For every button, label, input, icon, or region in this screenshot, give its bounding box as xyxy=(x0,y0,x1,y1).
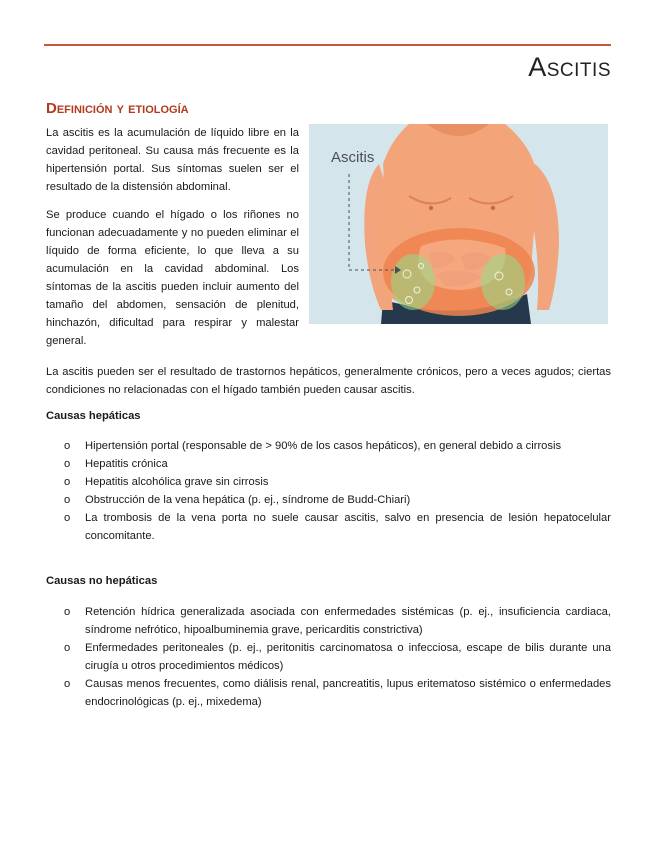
list-item xyxy=(64,675,611,711)
paragraph-causes-intro: La ascitis pueden ser el resultado de trastornos hepáticos, generalmente crónicos, pero a veces agudos; ciertas condiciones no relacionadas con el hígado también pueden causar ascitis. xyxy=(46,366,611,396)
bullet-marker: o xyxy=(64,476,71,488)
list-item xyxy=(64,473,611,491)
document-title: Ascitis xyxy=(528,52,611,82)
list-item-text: Obstrucción de la vena hepática (p. ej., síndrome de Budd-Chiari) xyxy=(85,494,411,506)
list-item-text: Hipertensión portal (responsable de > 90% de los casos hepáticos), en general debido a cirrosis xyxy=(85,440,562,452)
list-item xyxy=(64,603,611,639)
bullet-marker: o xyxy=(64,494,71,506)
hepatic-causes-heading: Causas hepáticas xyxy=(46,410,141,422)
list-item xyxy=(64,455,611,473)
section-heading: Definición y etiología xyxy=(46,100,189,117)
bullet-marker: o xyxy=(64,678,71,690)
bullet-marker: o xyxy=(64,440,71,452)
nipple-right xyxy=(491,206,495,210)
list-item xyxy=(64,509,611,545)
header-rule xyxy=(44,44,611,46)
list-item-text: Causas menos frecuentes, como diálisis renal, pancreatitis, lupus eritematoso sistémico o enfermedades endocrinológicas (p. ej., mixedema) xyxy=(85,678,611,708)
list-item-text: Enfermedades peritoneales (p. ej., peritonitis carcinomatosa o infecciosa, escape de bilis durante una cirugía u otros procedimientos médicos) xyxy=(85,642,611,672)
intro-paragraph-1: La ascitis es la acumulación de líquido libre en la cavidad peritoneal. Su causa más frecuente es la hipertensión portal. Sus síntomas suelen ser el resultado de la distensión abdominal. xyxy=(46,127,299,193)
intro-paragraph-2: Se produce cuando el hígado o los riñones no funcionan adecuadamente y no pueden eliminar el líquido de forma eficiente, lo que lleva a su acumulación en la cavidad abdominal. Los síntomas de la ascitis pueden incluir aumento del tamaño del abdomen, sensación de plenitud, hinchazón, dificultad para respirar y malestar general. xyxy=(46,209,299,347)
nonhepatic-causes-heading: Causas no hepáticas xyxy=(46,575,158,587)
list-item xyxy=(64,639,611,675)
bullet-marker: o xyxy=(64,458,71,470)
intro-text xyxy=(46,124,299,360)
list-item-text: Hepatitis crónica xyxy=(85,458,168,470)
list-item-text: La trombosis de la vena porta no suele causar ascitis, salvo en presencia de lesión hepatocelular concomitante. xyxy=(85,512,611,542)
bullet-marker: o xyxy=(64,642,71,654)
bullet-marker: o xyxy=(64,512,71,524)
fluid-left xyxy=(391,254,435,310)
fluid-right xyxy=(481,254,525,310)
bullet-marker: o xyxy=(64,606,71,618)
list-item-text: Hepatitis alcohólica grave sin cirrosis xyxy=(85,476,269,488)
hepatic-causes-list xyxy=(64,437,611,545)
nonhepatic-causes-list xyxy=(64,603,611,711)
ascites-illustration xyxy=(309,124,608,324)
illustration-label: Ascitis xyxy=(331,149,375,166)
list-item xyxy=(64,491,611,509)
nipple-left xyxy=(429,206,433,210)
list-item-text: Retención hídrica generalizada asociada con enfermedades sistémicas (p. ej., insuficiencia cardiaca, síndrome nefrótico, hipoalbuminemia grave, pericarditis constrictiva) xyxy=(85,606,611,636)
list-item xyxy=(64,437,611,455)
